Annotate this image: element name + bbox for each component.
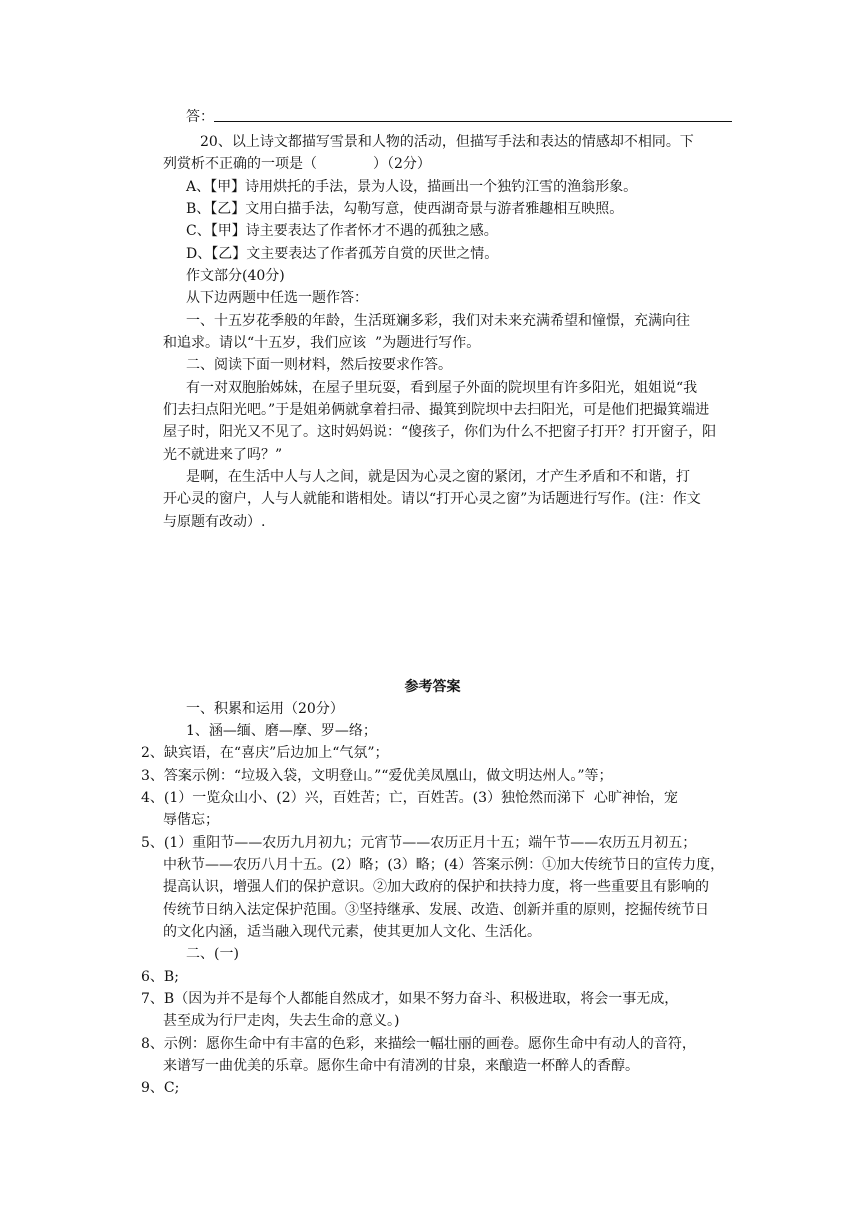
answer-4-line-1: 4、(1）一览众山小、(2）兴，百姓苦；亡，百姓苦。(3）独怆然而涕下 心旷神怡，宠 — [141, 790, 678, 806]
answer-7-line-1: 7、B（因为并不是每个人都能自然成才，如果不努力奋斗、积极进取，将会一事无成， — [141, 991, 679, 1007]
requirement-line-3: 与原题有改动）. — [163, 514, 266, 530]
q20-option-b: B、【乙】文用白描手法，勾勒写意，使西湖奇景与游者雅趣相互映照。 — [186, 201, 624, 217]
composition-instruction: 从下边两题中任选一题作答： — [186, 290, 368, 306]
q20-option-d: D、【乙】文主要表达了作者孤芳自赏的厌世之情。 — [186, 246, 499, 262]
q20-line-1: 20、以上诗文都描写雪景和人物的活动，但描写手法和表达的情感却不相同。下 — [200, 134, 694, 150]
composition-title: 作文部分(40分) — [186, 268, 285, 284]
topic2-intro: 二、阅读下面一则材料，然后按要求作答。 — [186, 357, 452, 373]
answer-1: 1、涵—缅、磨—摩、罗—络； — [186, 723, 377, 739]
material-line-1: 有一对双胞胎姊妹，在屋子里玩耍，看到屋子外面的院坝里有许多阳光，姐姐说“我 — [186, 380, 698, 396]
q20-option-c: C、【甲】诗主要表达了作者怀才不遇的孤独之感。 — [186, 223, 498, 239]
answer-4-line-2: 辱偕忘； — [163, 812, 219, 828]
answer-3: 3、答案示例：“垃圾入袋，文明登山。”“爱优美凤凰山，做文明达州人。”等； — [141, 768, 613, 784]
requirement-line-2: 开心灵的窗户，人与人就能和谐相处。请以“打开心灵之窗”为话题进行写作。(注：作文 — [163, 491, 701, 507]
answer-6: 6、B; — [141, 969, 179, 985]
answers-heading: 参考答案 — [404, 679, 461, 695]
material-line-4: 光不就进来了吗？” — [163, 447, 283, 463]
answer-5-line-1: 5、(1）重阳节——农历九月初九；元宵节——农历正月十五；端午节——农历五月初五； — [141, 835, 697, 851]
topic1-line-2: 和追求。请以“十五岁，我们应该 ”为题进行写作。 — [163, 335, 481, 351]
topic1-line-1: 一、十五岁花季般的年龄，生活斑斓多彩，我们对未来充满希望和憧憬，充满向往 — [186, 313, 690, 329]
answers-section-1: 一、积累和运用（20分） — [186, 701, 344, 717]
q20-line-2: 列赏析不正确的一项是（ ）（2分） — [163, 156, 431, 172]
answer-7-line-2: 甚至成为行尸走肉，失去生命的意义。) — [163, 1013, 400, 1029]
answer-5-line-4: 传统节日纳入法定保护范围。③坚持继承、发展、改造、创新并重的原则，挖掘传统节日 — [163, 902, 709, 918]
q20-option-a: A、【甲】诗用烘托的手法，景为人设，描画出一个独钓江雪的渔翁形象。 — [186, 179, 638, 195]
answer-9: 9、C; — [141, 1080, 180, 1096]
answer-blank-line — [214, 121, 732, 122]
answer-label: 答： — [186, 109, 214, 125]
answer-5-line-3: 提高认识，增强人们的保护意识。②加大政府的保护和扶持力度，将一些重要且有影响的 — [163, 879, 709, 895]
answer-8-line-2: 来谱写一曲优美的乐章。愿你生命中有清冽的甘泉，来酿造一杯醉人的香醇。 — [163, 1058, 639, 1074]
material-line-2: 们去扫点阳光吧。”于是姐弟俩就拿着扫帚、撮箕到院坝中去扫阳光，可是他们把撮箕端进 — [163, 402, 710, 418]
answers-section-2: 二、(一) — [186, 946, 239, 962]
answer-2: 2、缺宾语，在“喜庆”后边加上“气氛”； — [141, 745, 389, 761]
requirement-line-1: 是啊，在生活中人与人之间，就是因为心灵之窗的紧闭，才产生矛盾和不和谐，打 — [186, 469, 690, 485]
material-line-3: 屋子时，阳光又不见了。这时妈妈说：“傻孩子，你们为什么不把窗子打开？打开窗子，阳 — [163, 424, 717, 440]
answer-8-line-1: 8、示例：愿你生命中有丰富的色彩，来描绘一幅壮丽的画卷。愿你生命中有动人的音符， — [141, 1036, 696, 1052]
answer-5-line-2: 中秋节——农历八月十五。(2）略；(3）略；(4）答案示例：①加大传统节日的宣传力度， — [163, 857, 725, 873]
answer-5-line-5: 的文化内涵，适当融入现代元素，使其更加人文化、生活化。 — [163, 924, 541, 940]
